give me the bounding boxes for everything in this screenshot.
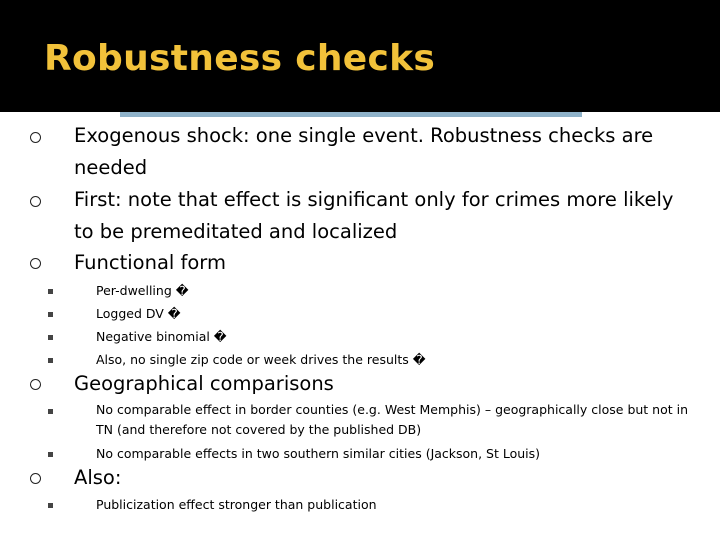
sub-bullet-text: Publicization effect stronger than publication	[96, 497, 377, 512]
square-bullet-icon	[48, 358, 53, 363]
square-bullet-icon	[48, 335, 53, 340]
sub-bullet-text: No comparable effect in border counties (e.g. West Memphis) – geographically close but not in TN (and therefore not covered by the published DB)	[96, 402, 689, 437]
circle-bullet-icon	[30, 196, 41, 207]
circle-bullet-icon	[30, 379, 41, 390]
square-bullet-icon	[48, 289, 53, 294]
sub-bullet-text: No comparable effects in two southern similar cities (Jackson, St Louis)	[96, 446, 541, 461]
bullet-text: Geographical comparisons	[74, 372, 334, 395]
circle-bullet-icon	[30, 258, 41, 269]
square-bullet-icon	[48, 452, 53, 457]
square-bullet-icon	[48, 409, 53, 414]
bullet-text: Also:	[74, 466, 122, 489]
bullet-text: Functional form	[74, 251, 226, 274]
square-bullet-icon	[48, 503, 53, 508]
circle-bullet-icon	[30, 473, 41, 484]
circle-bullet-icon	[30, 132, 41, 143]
bullet-text: First: note that effect is significant only for crimes more likely to be premeditated and localized	[74, 188, 674, 243]
sub-bullet-text: Also, no single zip code or week drives the results �	[96, 352, 426, 367]
slide-title: Robustness checks	[44, 38, 436, 79]
bullet-text: Exogenous shock: one single event. Robustness checks are needed	[74, 124, 654, 179]
square-bullet-icon	[48, 312, 53, 317]
sub-bullet-text: Per-dwelling �	[96, 283, 189, 298]
sub-bullet-text: Negative binomial �	[96, 329, 227, 344]
sub-bullet-text: Logged DV �	[96, 306, 181, 321]
